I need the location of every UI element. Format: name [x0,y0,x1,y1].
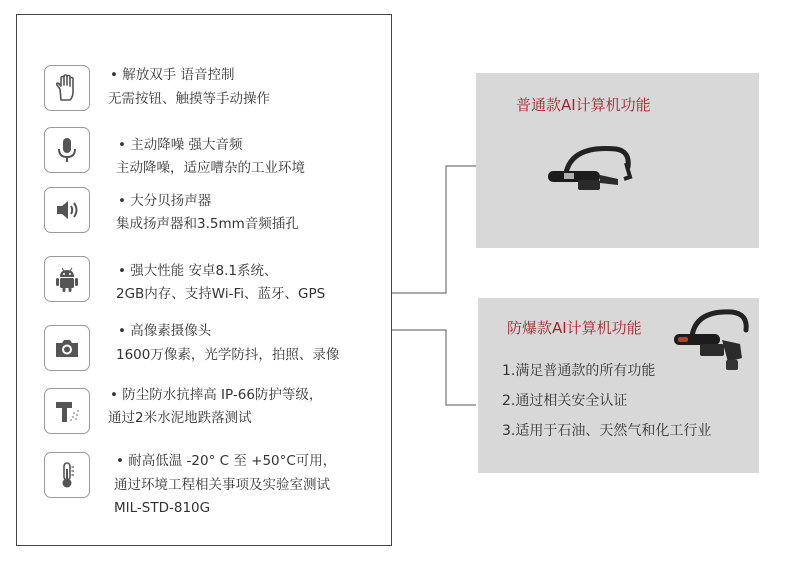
explosion-feature-item: 1.满足普通款的所有功能 [502,363,656,379]
feature-desc: 1600万像素，光学防抖，拍照、录像 [116,347,340,363]
explosion-proof-headset-image [670,306,756,378]
android-icon [44,256,90,302]
connector-lines [390,160,480,410]
headset-image [542,143,638,207]
explosion-feature-item: 3.适用于石油、天然气和化工行业 [502,423,712,439]
explosion-panel-title: 防爆款AI计算机功能 [507,319,642,337]
microphone-icon [44,127,90,173]
feature-desc: 通过环境工程相关事项及实验室测试 [114,477,330,493]
hand-icon [44,65,90,111]
feature-desc: 无需按钮、触摸等手动操作 [108,91,270,107]
feature-desc: 通过2米水泥地跌落测试 [108,410,252,426]
feature-title: • 解放双手 语音控制 [110,67,235,83]
feature-title: • 强大性能 安卓8.1系统、 [118,263,278,279]
explosion-proof-panel [478,298,759,473]
feature-standard: MIL-STD-810G [114,500,211,516]
feature-title: • 主动降噪 强大音频 [118,137,243,153]
feature-title: • 高像素摄像头 [118,323,212,339]
feature-desc: 主动降噪，适应嘈杂的工业环境 [116,160,305,176]
feature-title: • 大分贝扬声器 [118,193,212,209]
speaker-icon [44,187,90,233]
camera-icon [44,325,90,371]
standard-panel-title: 普通款AI计算机功能 [516,96,651,114]
explosion-feature-item: 2.通过相关安全认证 [502,393,628,409]
feature-desc: 集成扬声器和3.5mm音频插孔 [116,216,299,232]
feature-title: • 防尘防水抗摔高 IP-66防护等级， [110,387,323,403]
feature-desc: 2GB内存、支持Wi-Fi、蓝牙、GPS [116,286,326,302]
thermometer-icon [44,452,90,498]
feature-title: • 耐高低温 -20° C 至 +50°C可用， [116,453,337,469]
standard-panel [476,73,759,248]
dustproof-icon [44,388,90,434]
